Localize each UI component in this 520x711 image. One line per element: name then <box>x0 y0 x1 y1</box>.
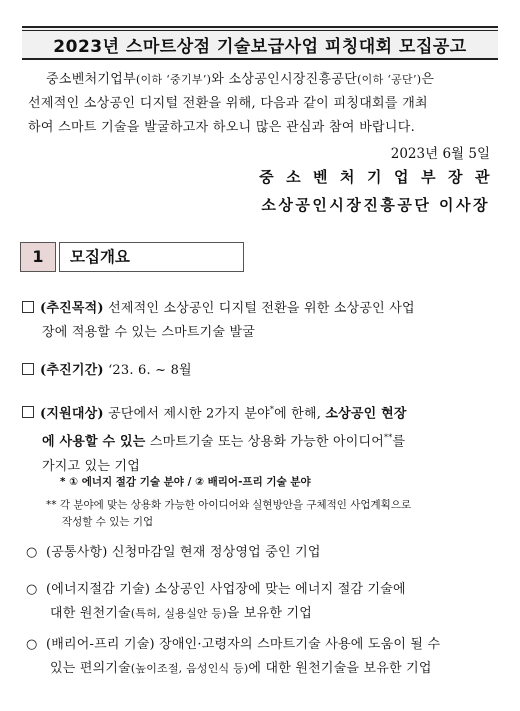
sub-item-common: ○ (공통사항) 신청마감일 현재 정상영업 중인 기업 <box>26 541 506 565</box>
section-title: 모집개요 <box>59 242 244 272</box>
footnote-1: * ① 에너지 절감 기술 분야 / ② 배리어-프리 기술 분야 <box>60 476 311 488</box>
checkbox-square-icon <box>22 406 34 418</box>
sub-item-energy: ○ (에너지절감 기술) 소상공인 사업장에 맞는 에너지 절감 기술에 대한 원천기술(특허, 실용실안 등)을 보유한 기업 <box>26 578 506 626</box>
intro-paragraph <box>28 68 496 140</box>
page-title: 2023년 스마트상점 기술보급사업 피칭대회 모집공고 <box>53 37 467 57</box>
section-number: 1 <box>20 242 56 272</box>
footnote-2-line-2: 작성할 수 있는 기업 <box>62 516 154 528</box>
issuer-ministry: 중소벤처기업부장관 <box>259 168 502 186</box>
item-period: (추진기간) ‘23. 6. ~ 8월 <box>22 359 504 383</box>
intro-line-2: 선제적인 소상공인 디지털 전환을 위해, 다음과 같이 피칭대회를 개최 <box>28 96 428 111</box>
sub-item-barrier-free: ○ (배리어-프리 기술) 장애인·고령자의 스마트기술 사용에 도움이 될 수 있는 편의기술(높이조절, 음성인식 등)에 대한 원천기술을 보유한 기업 <box>26 633 506 681</box>
circle-bullet-icon: ○ <box>26 582 38 597</box>
intro-line-1: 중소벤처기업부(이하 ‘중기부’)와 소상공인시장진흥공단(이하 ‘공단’)은 <box>46 72 435 87</box>
item-target: (지원대상) 공단에서 제시한 2가지 분야*에 한해, 소상공인 현장 에 사용할 수 있는 스마트기술 또는 상용화 가능한 아이디어**를 가지고 있는 기업 <box>22 398 504 479</box>
issuer-agency: 소상공인시장진흥공단 이사장 <box>261 196 490 214</box>
intro-line-3: 하여 스마트 기술을 발굴하고자 하오니 많은 관심과 참여 바랍니다. <box>28 120 416 135</box>
item-purpose: (추진목적) 선제적인 소상공인 디지털 전환을 위한 소상공인 사업 장에 적용할 수 있는 스마트기술 발굴 <box>22 297 504 345</box>
title-banner <box>22 26 498 60</box>
circle-bullet-icon: ○ <box>26 545 38 560</box>
announcement-date: 2023년 6월 5일 <box>390 146 490 162</box>
footnote-2-line-1: ** 각 분야에 맞는 상용화 가능한 아이디어와 실현방안을 구체적인 사업계획으로 <box>46 499 412 511</box>
checkbox-square-icon <box>22 301 34 313</box>
circle-bullet-icon: ○ <box>26 637 38 652</box>
checkbox-square-icon <box>22 363 34 375</box>
